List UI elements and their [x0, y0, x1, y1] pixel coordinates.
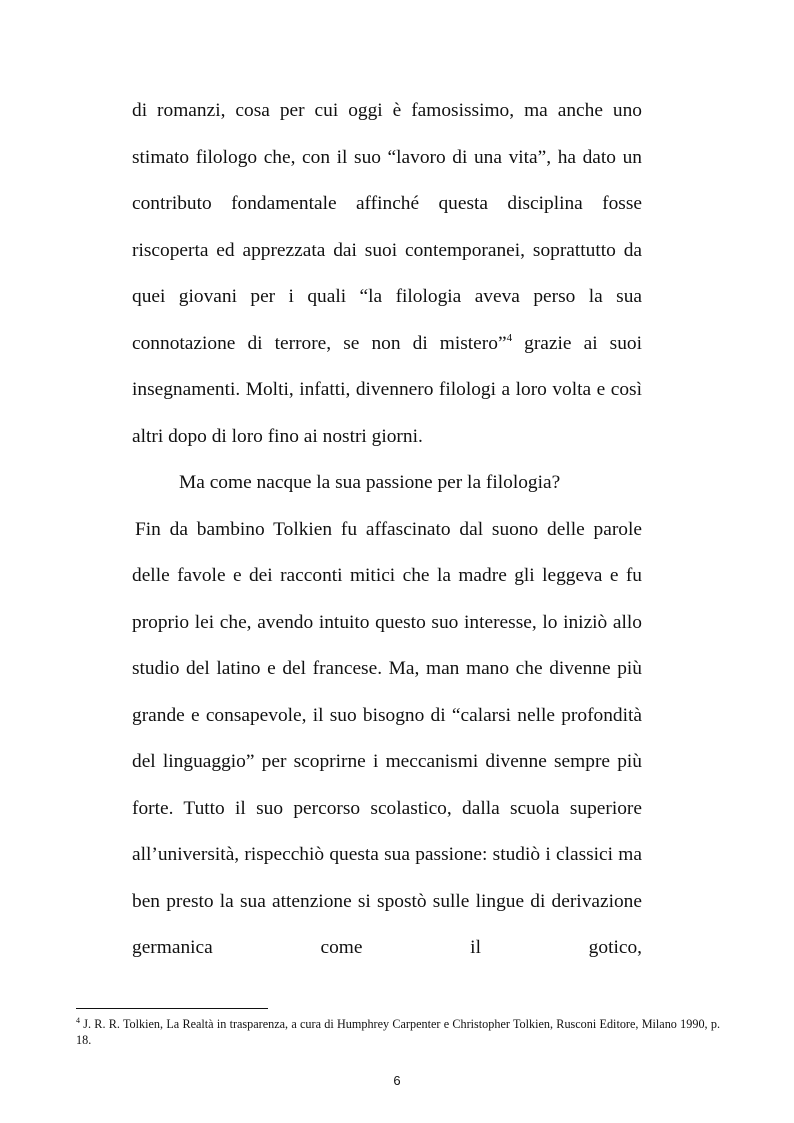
paragraph-1: [132, 88, 642, 460]
footnote: [76, 1016, 720, 1048]
footnote-text: J. R. R. Tolkien, La Realtà in trasparenza, a cura di Humphrey Carpenter e Christopher Tolkien, Rusconi Editore, Milano 1990, p. 18.: [76, 1017, 720, 1047]
footnote-number: 4: [76, 1016, 80, 1025]
main-text: [132, 88, 642, 972]
paragraph-3: Fin da bambino Tolkien fu affascinato dal suono delle parole delle favole e dei racconti mitici che la madre gli leggeva e fu proprio lei che, avendo intuito questo suo interesse, lo iniziò allo studio del latino e del francese. Ma, man mano che divenne più grande e consapevole, il suo bisogno di “calarsi nelle profondità del linguaggio” per scoprirne i meccanismi divenne sempre più forte. Tutto il suo percorso scolastico, dalla scuola superiore all’università, rispecchiò questa sua passione: studiò i classici ma ben presto la sua attenzione si spostò sulle lingue di derivazione germanica come il gotico,: [132, 518, 642, 958]
paragraph-1-text-continued: grazie ai suoi insegnamenti. Molti, infatti, divennero filologi a loro volta e così altri dopo di loro fino ai nostri giorni.: [132, 332, 642, 447]
footnote-reference[interactable]: 4: [506, 331, 513, 344]
paragraph-2: Ma come nacque la sua passione per la filologia?: [179, 472, 561, 493]
paragraph-1-text: di romanzi, cosa per cui oggi è famosissimo, ma anche uno stimato filologo che, con il suo “lavoro di una vita”, ha dato un contributo fondamentale affinché questa disciplina fosse riscoperta ed apprezzata dai suoi contemporanei, soprattutto da quei giovani per i quali “la filologia aveva perso la sua connotazione di terrore, se non di mistero”: [132, 100, 642, 354]
footnote-separator: [76, 1008, 268, 1009]
page-number: 6: [393, 1073, 401, 1088]
